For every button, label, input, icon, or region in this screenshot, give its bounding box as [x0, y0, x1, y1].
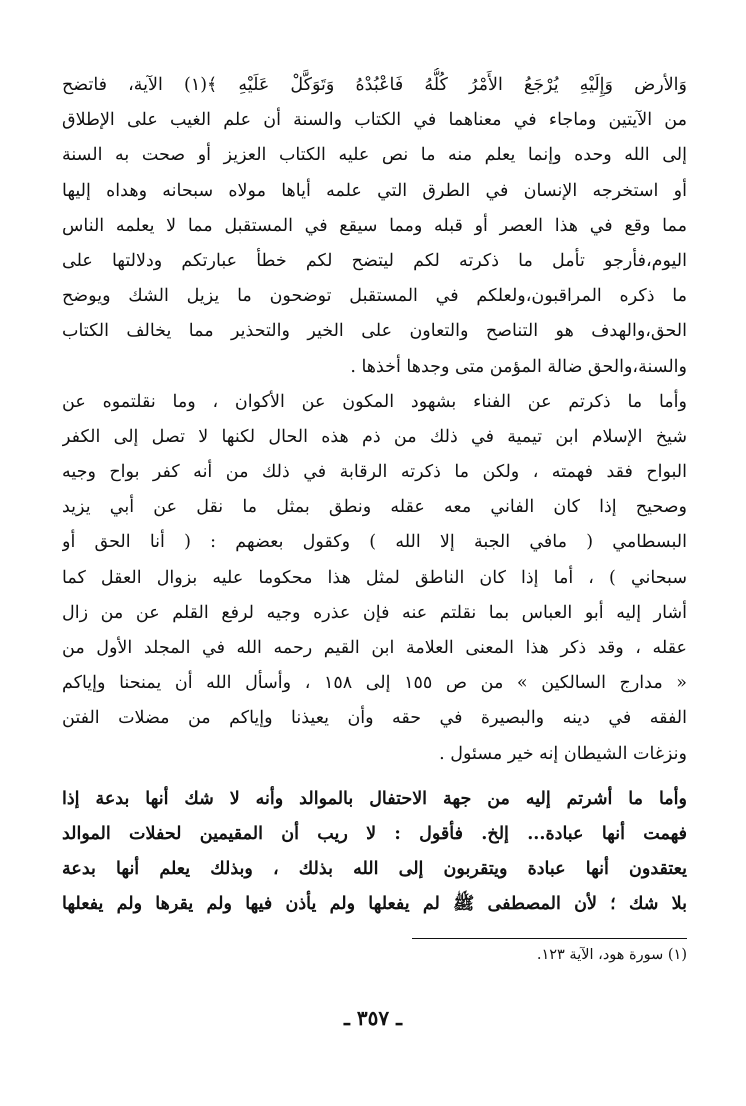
text-line-3: إلى الله وحده وإنما يعلم منه ما نص عليه الكتاب العزيز أو صحت به السنة — [62, 145, 687, 166]
text-line-8: الحق،والهدف هو التناصح والتعاون على الخير والتحذير مما يخالف الكتاب — [62, 321, 687, 342]
text-line-24: بلا شك ؛ لأن المصطفى ﷺ لم يفعلها ولم يأذن فيها ولم يقرها ولم يفعلها — [62, 894, 687, 915]
text-line-10: وأما ما ذكرتم عن الفناء بشهود المكون عن الأكوان ، وما نقلتموه عن — [62, 391, 687, 412]
text-line-13: وصحيح إذا كان الفاني معه عقله ونطق بمثل ما نقل عن أبي يزيد — [62, 497, 687, 518]
body-text — [62, 68, 687, 923]
text-line-23: يعتقدون أنها عبادة ويتقربون إلى الله بذلك ، وبذلك يعلم أنها بدعة — [62, 859, 687, 880]
text-line-1: وَالأرض وَإِلَيْهِ يُرْجَعُ الأَمْرُ كُلُّهُ فَاعْبُدْهُ وَتَوَكَّلْ عَلَيْهِ ﴾(١) الآية، فاتضح — [62, 75, 687, 95]
text-line-4: أو استخرجه الإنسان في الطرق التي علمه أياها مولاه سبحانه وهداه إليها — [62, 180, 687, 201]
text-line-22: فهمت أنها عبادة... إلخ. فأقول : لا ريب أن المقيمين لحفلات الموالد — [62, 823, 687, 844]
text-line-20: ونزغات الشيطان إنه خير مسئول . — [439, 743, 687, 764]
text-line-18: « مدارج السالكين » من ص ١٥٥ إلى ١٥٨ ، وأسأل الله أن يمنحنا وإياكم — [62, 673, 687, 694]
text-line-17: عقله ، وقد ذكر هذا المعنى العلامة ابن القيم رحمه الله في المجلد الأول من — [62, 638, 687, 658]
text-line-21: وأما ما أشرتم إليه من جهة الاحتفال بالموالد وأنه لا شك أنها بدعة إذا — [62, 788, 687, 809]
text-line-6: اليوم،فأرجو تأمل ما ذكرته لكم ليتضح لكم خطأ عبارتكم ودلالتها على — [62, 250, 687, 271]
text-line-9: والسنة،والحق ضالة المؤمن متى وجدها أخذها . — [350, 356, 687, 377]
text-line-12: البواح فقد فهمته ، ولكن ما ذكرته الرقابة في ذلك من أنه كفر بواح وجيه — [62, 462, 687, 483]
footnote: (١) سورة هود، الآية ١٢٣. — [536, 947, 687, 963]
text-line-7: ما ذكره المراقبون،ولعلكم في المستقبل توضحون ما يزيل الشك ويوضح — [62, 286, 687, 307]
footnote-separator — [412, 938, 687, 939]
text-line-14: البسطامي ( مافي الجبة إلا الله ) وكقول بعضهم : ( أنا الحق أو — [62, 532, 687, 553]
text-line-2: من الآيتين وماجاء في معناهما في الكتاب والسنة أن علم الغيب على الإطلاق — [62, 110, 687, 131]
text-line-16: أشار إليه أبو العباس بما نقلتم عنه فإن عذره وجيه لرفع القلم عن من زال — [62, 602, 687, 623]
page-number: ـ ٣٥٧ ـ — [344, 1006, 402, 1030]
text-line-5: مما وقع في هذا العصر أو قبله ومما سيقع في المستقبل مما لا يعلمه الناس — [62, 215, 687, 236]
text-line-11: شيخ الإسلام ابن تيمية في ذلك من ذم هذه الحال لكنها لا تصل إلى الكفر — [62, 426, 687, 447]
text-line-15: سبحاني ) ، أما إذا كان الناطق لمثل هذا محكوما عليه بزوال العقل كما — [62, 567, 687, 588]
text-line-19: الفقه في دينه والبصيرة في حقه وأن يعيذنا وإياكم من مضلات الفتن — [62, 708, 687, 729]
